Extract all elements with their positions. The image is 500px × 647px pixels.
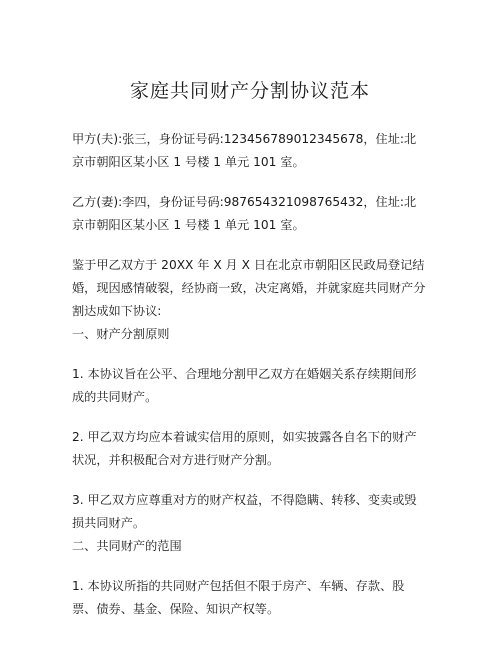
party-a-info: 甲方(夫):张三，身份证号码:123456789012345678，住址:北京市朝阳区某小区 1 号楼 1 单元 101 室。 [72, 132, 417, 169]
section-heading-scope: 二、共同财产的范围 [72, 539, 182, 553]
document-title: 家庭共同财产分割协议范本 [129, 80, 370, 102]
preamble: 鉴于甲乙双方于 20XX 年 X 月 X 日在北京市朝阳区民政局登记结婚，现因感情破裂，经协商一致，决定离婚，并就家庭共同财产分割达成如下协议: [72, 258, 426, 318]
clause-1-3: 3. 甲乙双方应尊重对方的财产权益，不得隐瞒、转移、变卖或毁损共同财产。 [72, 493, 417, 530]
section-heading-principles: 一、财产分割原则 [72, 327, 170, 341]
clause-1-2: 2. 甲乙双方均应本着诚实信用的原则，如实披露各自名下的财产状况，并积极配合对方进行财产分割。 [72, 430, 417, 467]
clause-2-1: 1. 本协议所指的共同财产包括但不限于房产、车辆、存款、股票、债券、基金、保险、知识产权等。 [72, 579, 405, 616]
party-b-info: 乙方(妻):李四，身份证号码:987654321098765432，住址:北京市朝阳区某小区 1 号楼 1 单元 101 室。 [72, 195, 417, 232]
clause-1-1: 1. 本协议旨在公平、合理地分割甲乙双方在婚姻关系存续期间形成的共同财产。 [72, 367, 417, 404]
